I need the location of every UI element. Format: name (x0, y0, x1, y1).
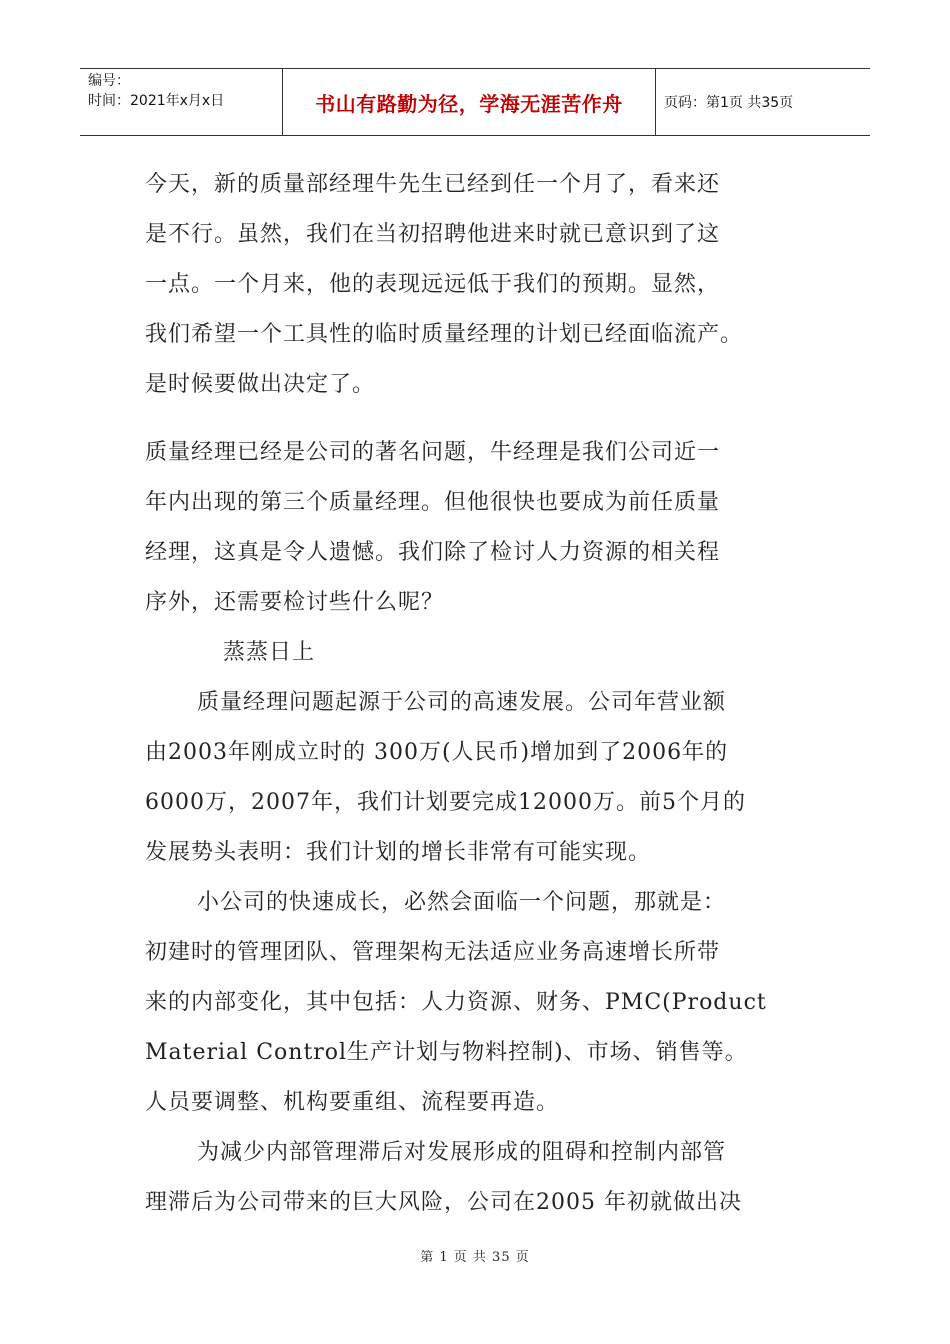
line: 一点。一个月来，他的表现远远低于我们的预期。显然， (145, 272, 721, 297)
motto: 书山有路勤为径，学海无涯苦作舟 (315, 91, 623, 116)
line: 是时候要做出决定了。 (145, 372, 376, 397)
paragraph-5 (145, 1128, 805, 1228)
line: 理滞后为公司带来的巨大风险，公司在2005 年初就做出决 (145, 1190, 742, 1215)
page-footer: 第 1 页 共 35 页 (420, 1250, 530, 1265)
paragraph-2 (145, 428, 805, 628)
header-motto-cell (282, 69, 656, 135)
paragraph-4 (145, 878, 805, 1128)
section-heading: 蒸蒸日上 (223, 640, 316, 665)
line: 由2003年刚成立时的 300万(人民币)增加到了2006年的 (145, 740, 729, 765)
number-label: 编号： (88, 73, 130, 89)
header-page-cell (656, 69, 870, 135)
line: 是不行。虽然，我们在当初招聘他进来时就已意识到了这 (145, 222, 721, 247)
line: 序外，还需要检讨些什么呢？ (145, 590, 445, 615)
document-body (145, 160, 805, 1228)
line: 初建时的管理团队、管理架构无法适应业务高速增长所带 (145, 940, 721, 965)
line: 我们希望一个工具性的临时质量经理的计划已经面临流产。 (145, 322, 744, 347)
line: 今天，新的质量部经理牛先生已经到任一个月了，看来还 (145, 172, 721, 197)
line: 为减少内部管理滞后对发展形成的阻碍和控制内部管 (197, 1140, 727, 1165)
line: 质量经理已经是公司的著名问题，牛经理是我们公司近一 (145, 440, 721, 465)
document-header (80, 68, 870, 136)
line: 小公司的快速成长，必然会面临一个问题，那就是： (197, 890, 727, 915)
page-label: 页码：第1页 共35页 (664, 95, 794, 111)
line: Material Control生产计划与物料控制)、市场、销售等。 (145, 1040, 748, 1065)
line: 质量经理问题起源于公司的高速发展。公司年营业额 (197, 690, 727, 715)
line: 经理，这真是令人遗憾。我们除了检讨人力资源的相关程 (145, 540, 721, 565)
line: 来的内部变化，其中包括：人力资源、财务、PMC(Product (145, 990, 767, 1015)
line: 人员要调整、机构要重组、流程要再造。 (145, 1090, 560, 1115)
paragraph-3 (145, 678, 805, 878)
paragraph-1 (145, 160, 805, 410)
header-meta (80, 69, 282, 135)
line: 年内出现的第三个质量经理。但他很快也要成为前任质量 (145, 490, 721, 515)
date-label: 时间：2021年x月x日 (88, 93, 225, 109)
line: 6000万，2007年，我们计划要完成12000万。前5个月的 (145, 790, 746, 815)
line: 发展势头表明：我们计划的增长非常有可能实现。 (145, 840, 652, 865)
